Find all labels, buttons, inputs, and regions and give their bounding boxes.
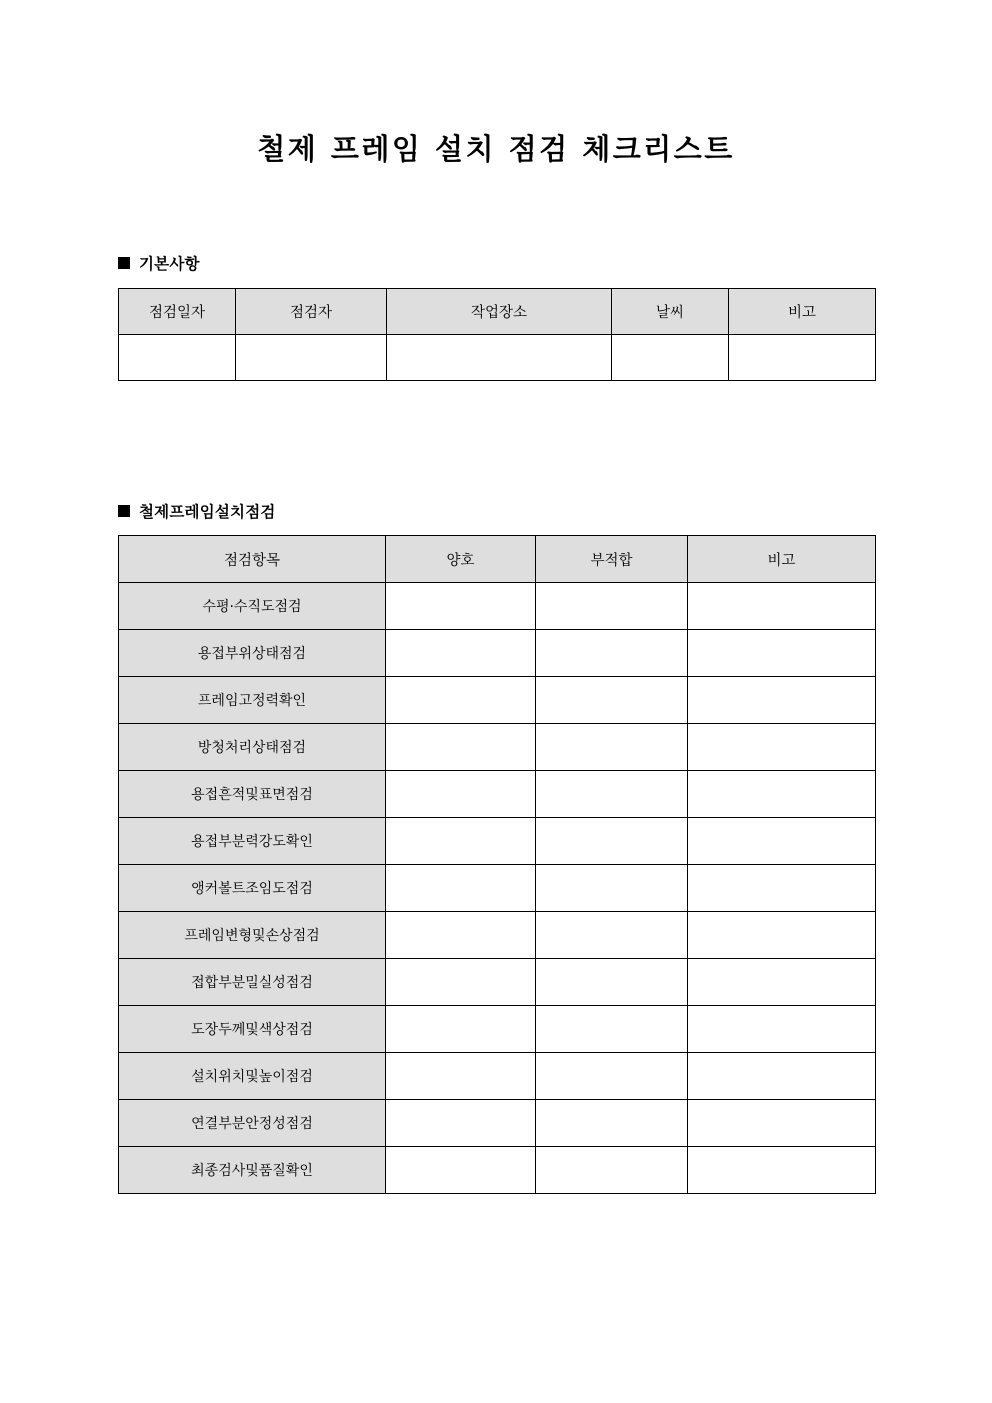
- cell-pass-checkbox[interactable]: [386, 724, 536, 771]
- cell-pass-checkbox[interactable]: [386, 1053, 536, 1100]
- filled-square-icon: [118, 257, 130, 269]
- cell-remarks[interactable]: [688, 771, 876, 818]
- cell-inspection-item: 수평·수직도점검: [119, 583, 386, 630]
- cell-inspection-item: 도장두께및색상점검: [119, 1006, 386, 1053]
- table-row: [119, 583, 876, 630]
- cell-inspection-item: 용접부분력강도확인: [119, 818, 386, 865]
- cell-remarks[interactable]: [688, 865, 876, 912]
- filled-square-icon: [118, 505, 130, 517]
- cell-fail-checkbox[interactable]: [536, 677, 688, 724]
- table-row: [119, 771, 876, 818]
- column-header-inspector: 점검자: [236, 289, 387, 335]
- table-row: [119, 724, 876, 771]
- cell-pass-checkbox[interactable]: [386, 818, 536, 865]
- cell-inspection-item: 앵커볼트조임도점검: [119, 865, 386, 912]
- cell-weather[interactable]: [612, 335, 729, 381]
- column-header-weather: 날씨: [612, 289, 729, 335]
- cell-remarks[interactable]: [688, 818, 876, 865]
- table-row: [119, 1006, 876, 1053]
- column-header-worksite: 작업장소: [387, 289, 612, 335]
- cell-remarks[interactable]: [688, 1006, 876, 1053]
- cell-fail-checkbox[interactable]: [536, 771, 688, 818]
- table-row: [119, 1053, 876, 1100]
- column-header-inspection-date: 점검일자: [119, 289, 236, 335]
- cell-inspection-item: 용접부위상태점검: [119, 630, 386, 677]
- cell-inspection-item: 연결부분안정성점검: [119, 1100, 386, 1147]
- cell-inspection-item: 프레임변형및손상점검: [119, 912, 386, 959]
- cell-inspection-item: 용접흔적및표면점검: [119, 771, 386, 818]
- cell-fail-checkbox[interactable]: [536, 630, 688, 677]
- table-row: [119, 335, 876, 381]
- cell-inspector[interactable]: [236, 335, 387, 381]
- section-heading-basic-info: [0, 252, 992, 274]
- cell-pass-checkbox[interactable]: [386, 1006, 536, 1053]
- section-heading-frame-inspection: [0, 500, 992, 522]
- table-row: [119, 677, 876, 724]
- cell-inspection-item: 설치위치및높이점검: [119, 1053, 386, 1100]
- table-row: [119, 1100, 876, 1147]
- column-header-remarks: 비고: [729, 289, 876, 335]
- cell-fail-checkbox[interactable]: [536, 724, 688, 771]
- column-header-remarks: 비고: [688, 536, 876, 583]
- cell-remarks[interactable]: [688, 1147, 876, 1194]
- column-header-fail: 부적합: [536, 536, 688, 583]
- table-row: [119, 1147, 876, 1194]
- table-header-row: [119, 289, 876, 335]
- cell-fail-checkbox[interactable]: [536, 818, 688, 865]
- cell-fail-checkbox[interactable]: [536, 1006, 688, 1053]
- cell-worksite[interactable]: [387, 335, 612, 381]
- cell-pass-checkbox[interactable]: [386, 865, 536, 912]
- cell-pass-checkbox[interactable]: [386, 912, 536, 959]
- table-row: [119, 912, 876, 959]
- cell-remarks[interactable]: [688, 583, 876, 630]
- cell-pass-checkbox[interactable]: [386, 630, 536, 677]
- cell-fail-checkbox[interactable]: [536, 865, 688, 912]
- cell-fail-checkbox[interactable]: [536, 912, 688, 959]
- cell-inspection-item: 접합부분밀실성점검: [119, 959, 386, 1006]
- cell-remarks[interactable]: [688, 724, 876, 771]
- cell-remarks[interactable]: [729, 335, 876, 381]
- table-row: [119, 959, 876, 1006]
- cell-inspection-item: 방청처리상태점검: [119, 724, 386, 771]
- section-heading-frame-inspection-label: 철제프레임설치점검: [139, 503, 276, 522]
- cell-fail-checkbox[interactable]: [536, 1053, 688, 1100]
- table-row: [119, 630, 876, 677]
- cell-remarks[interactable]: [688, 677, 876, 724]
- cell-fail-checkbox[interactable]: [536, 583, 688, 630]
- column-header-inspection-item: 점검항목: [119, 536, 386, 583]
- cell-remarks[interactable]: [688, 630, 876, 677]
- cell-pass-checkbox[interactable]: [386, 677, 536, 724]
- cell-remarks[interactable]: [688, 912, 876, 959]
- cell-inspection-date[interactable]: [119, 335, 236, 381]
- cell-fail-checkbox[interactable]: [536, 1147, 688, 1194]
- cell-pass-checkbox[interactable]: [386, 583, 536, 630]
- table-row: [119, 818, 876, 865]
- cell-fail-checkbox[interactable]: [536, 959, 688, 1006]
- cell-pass-checkbox[interactable]: [386, 959, 536, 1006]
- cell-inspection-item: 프레임고정력확인: [119, 677, 386, 724]
- section-heading-basic-info-label: 기본사항: [139, 255, 200, 274]
- cell-pass-checkbox[interactable]: [386, 1147, 536, 1194]
- table-row: [119, 865, 876, 912]
- cell-remarks[interactable]: [688, 959, 876, 1006]
- inspection-checklist-table: [118, 535, 876, 1194]
- cell-fail-checkbox[interactable]: [536, 1100, 688, 1147]
- table-header-row: [119, 536, 876, 583]
- page-title: 철제 프레임 설치 점검 체크리스트: [257, 132, 735, 166]
- cell-inspection-item: 최종검사및품질확인: [119, 1147, 386, 1194]
- cell-pass-checkbox[interactable]: [386, 1100, 536, 1147]
- basic-info-table: [118, 288, 876, 381]
- cell-remarks[interactable]: [688, 1100, 876, 1147]
- cell-remarks[interactable]: [688, 1053, 876, 1100]
- column-header-pass: 양호: [386, 536, 536, 583]
- cell-pass-checkbox[interactable]: [386, 771, 536, 818]
